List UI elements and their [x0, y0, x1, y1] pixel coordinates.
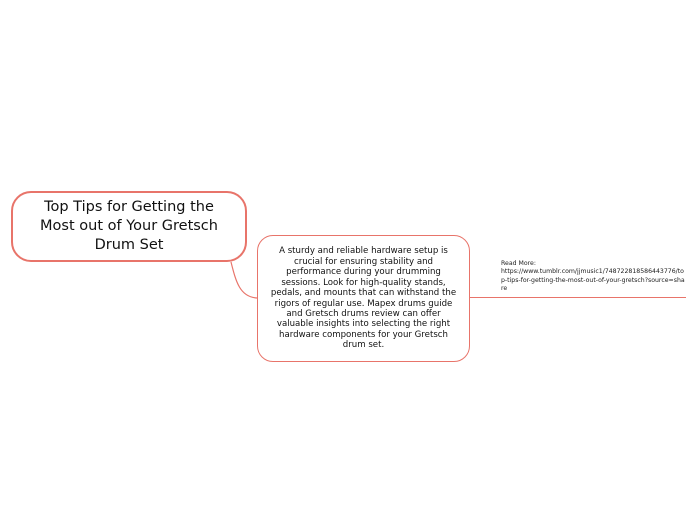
read-more-branch-line [470, 297, 686, 298]
read-more-url[interactable]: https://www.tumblr.com/jjmusic1/748722818586443776/top-tips-for-getting-the-most-out-of-your-gretsch?source=share [501, 268, 685, 293]
subtopic-hardware-text: A sturdy and reliable hardware setup is crucial for ensuring stability and performance during your drumming sessions. Look for high-quality stands, pedals, and mounts that can withstand the rigors of regular use. Mapex drums guide and Gretsch drums review can offer valuable insights into selecting the right hardware components for your Gretsch drum set. [270, 246, 457, 351]
root-topic-node[interactable] [11, 191, 247, 262]
read-more-label: Read More: [501, 260, 536, 267]
root-topic-label: Top Tips for Getting the Most out of Your Gretsch Drum Set [40, 199, 218, 253]
subtopic-hardware-node[interactable] [257, 235, 470, 362]
connector-root-to-topic [231, 262, 257, 298]
read-more-node[interactable] [501, 260, 686, 294]
